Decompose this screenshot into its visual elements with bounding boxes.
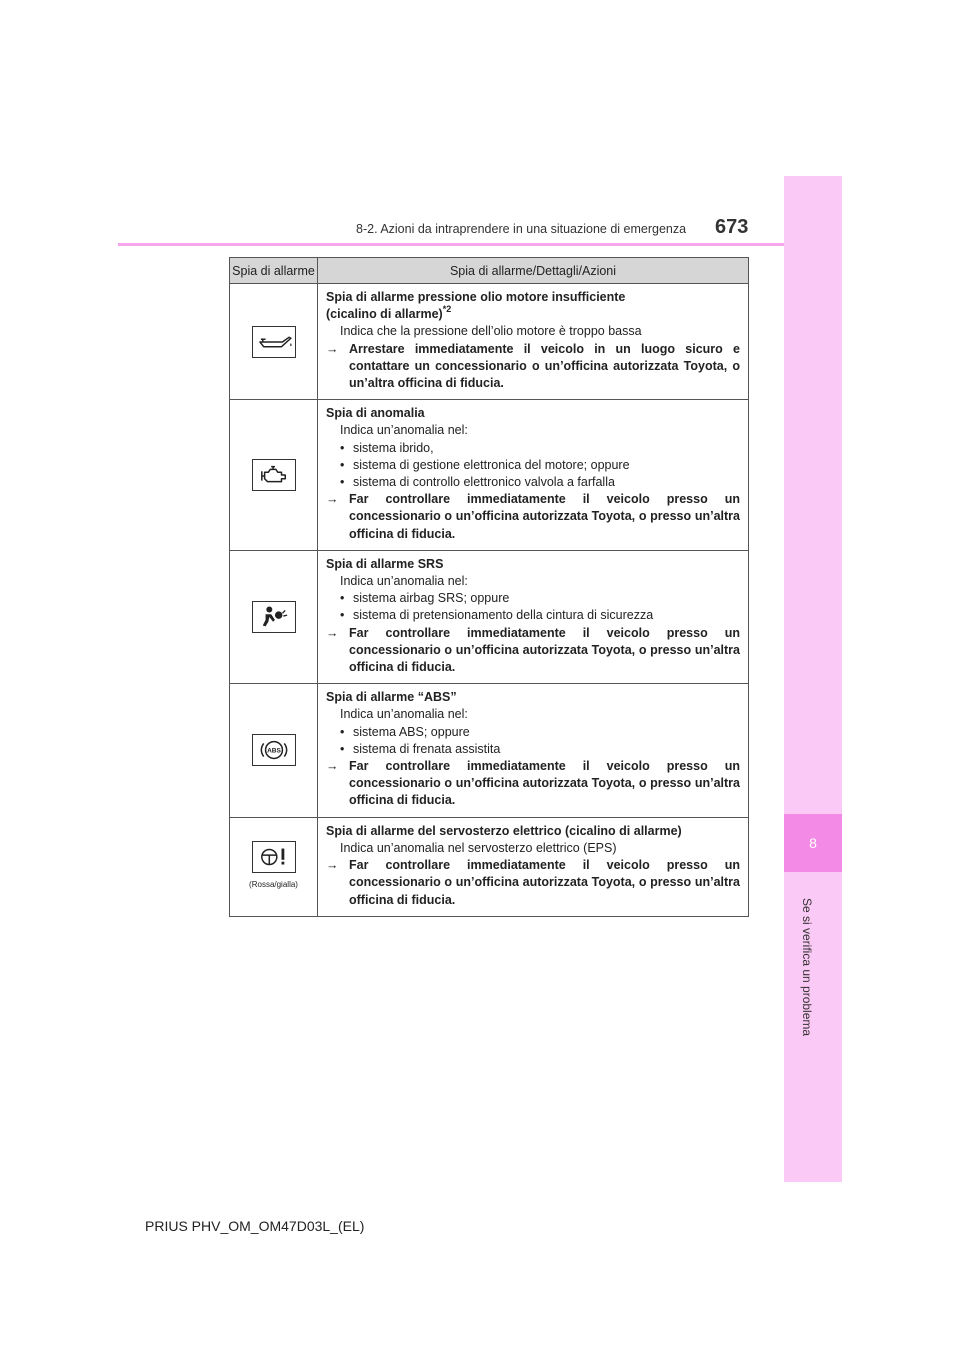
table-row	[230, 400, 749, 551]
steering-warning-icon	[252, 841, 296, 873]
table-row	[230, 684, 749, 817]
section-title: 8-2. Azioni da intraprendere in una situazione di emergenza	[356, 222, 687, 236]
table-header-row	[230, 258, 749, 284]
arrow-icon: →	[326, 858, 339, 873]
light-action: → Arrestare immediatamente il veicolo in un luogo sicuro e contattare un concessionario o un’officina autorizzata Toyota, o un’altra officina di fiducia.	[326, 341, 740, 391]
list-item: • sistema ABS; oppure	[340, 724, 470, 739]
light-title: Spia di allarme SRS	[326, 556, 444, 571]
details-cell	[318, 550, 749, 683]
details-cell	[318, 400, 749, 551]
chapter-label: Se si verifica un problema	[800, 898, 814, 1037]
list-item: • sistema airbag SRS; oppure	[340, 591, 510, 606]
column-header-details: Spia di allarme/Dettagli/Azioni	[318, 258, 749, 284]
engine-icon	[252, 459, 296, 491]
light-action: → Far controllare immediatamente il veicolo presso un concessionario o un’officina autorizzata Toyota, o presso un’altra officina di fiducia.	[326, 492, 740, 541]
list-item: • sistema di frenata assistita	[340, 741, 501, 756]
page-number: 673	[715, 216, 749, 238]
oil-can-icon	[252, 326, 296, 358]
column-header-light: Spia di allarme	[230, 258, 318, 284]
list-item: • sistema ibrido,	[340, 440, 434, 455]
arrow-icon: →	[326, 341, 339, 356]
table-row	[230, 817, 749, 916]
abs-label: ABS	[266, 747, 281, 755]
arrow-icon: →	[326, 759, 339, 774]
arrow-icon: →	[326, 625, 339, 640]
light-title: Spia di allarme pressione olio motore insufficiente (cicalino di allarme)$^{*2}$	[326, 290, 626, 322]
light-description: Indica un’anomalia nel:	[340, 707, 468, 722]
airbag-icon	[252, 601, 296, 633]
light-title: Spia di allarme del servosterzo elettrico (cicalino di allarme)	[326, 823, 682, 838]
icon-cell	[230, 817, 318, 916]
light-action: → Far controllare immediatamente il veicolo presso un concessionario o un’officina autorizzata Toyota, o presso un’altra officina di fiducia.	[326, 625, 740, 675]
light-description: Indica un’anomalia nel:	[340, 574, 468, 589]
light-action: → Far controllare immediatamente il veicolo presso un concessionario o un’officina autorizzata Toyota, o presso un’altra officina di fiducia.	[326, 759, 740, 808]
light-action: → Far controllare immediatamente il veicolo presso un concessionario o un’officina autorizzata Toyota, o presso un’altra officina di fiducia.	[326, 858, 740, 907]
light-description: Indica che la pressione dell’olio motore è troppo bassa	[340, 324, 642, 339]
icon-cell	[230, 550, 318, 683]
details-cell	[318, 684, 749, 817]
icon-cell	[230, 400, 318, 551]
light-description: Indica un’anomalia nel:	[340, 423, 468, 438]
light-title: Spia di anomalia	[326, 406, 425, 421]
details-cell	[318, 284, 749, 400]
light-title: Spia di allarme “ABS”	[326, 690, 457, 705]
chapter-side-tab	[784, 176, 842, 1182]
warning-lights-table	[229, 257, 749, 917]
table-row	[230, 284, 749, 400]
arrow-icon: →	[326, 492, 339, 507]
document-code: PRIUS PHV_OM_OM47D03L_(EL)	[145, 1218, 365, 1234]
list-item: • sistema di pretensionamento della cintura di sicurezza	[340, 608, 654, 623]
table-row	[230, 550, 749, 683]
list-item: • sistema di controllo elettronico valvola a farfalla	[340, 475, 615, 490]
icon-cell	[230, 684, 318, 817]
icon-cell	[230, 284, 318, 400]
icon-color-note: (Rossa/gialla)	[249, 879, 298, 889]
chapter-number: 8	[784, 814, 842, 872]
abs-icon	[252, 734, 296, 766]
light-description: Indica un’anomalia nel servosterzo elettrico (EPS)	[340, 840, 617, 855]
details-cell	[318, 817, 749, 916]
footnote-marker: *2	[442, 304, 452, 315]
list-item: • sistema di gestione elettronica del motore; oppure	[340, 457, 630, 472]
header-divider	[118, 243, 784, 246]
